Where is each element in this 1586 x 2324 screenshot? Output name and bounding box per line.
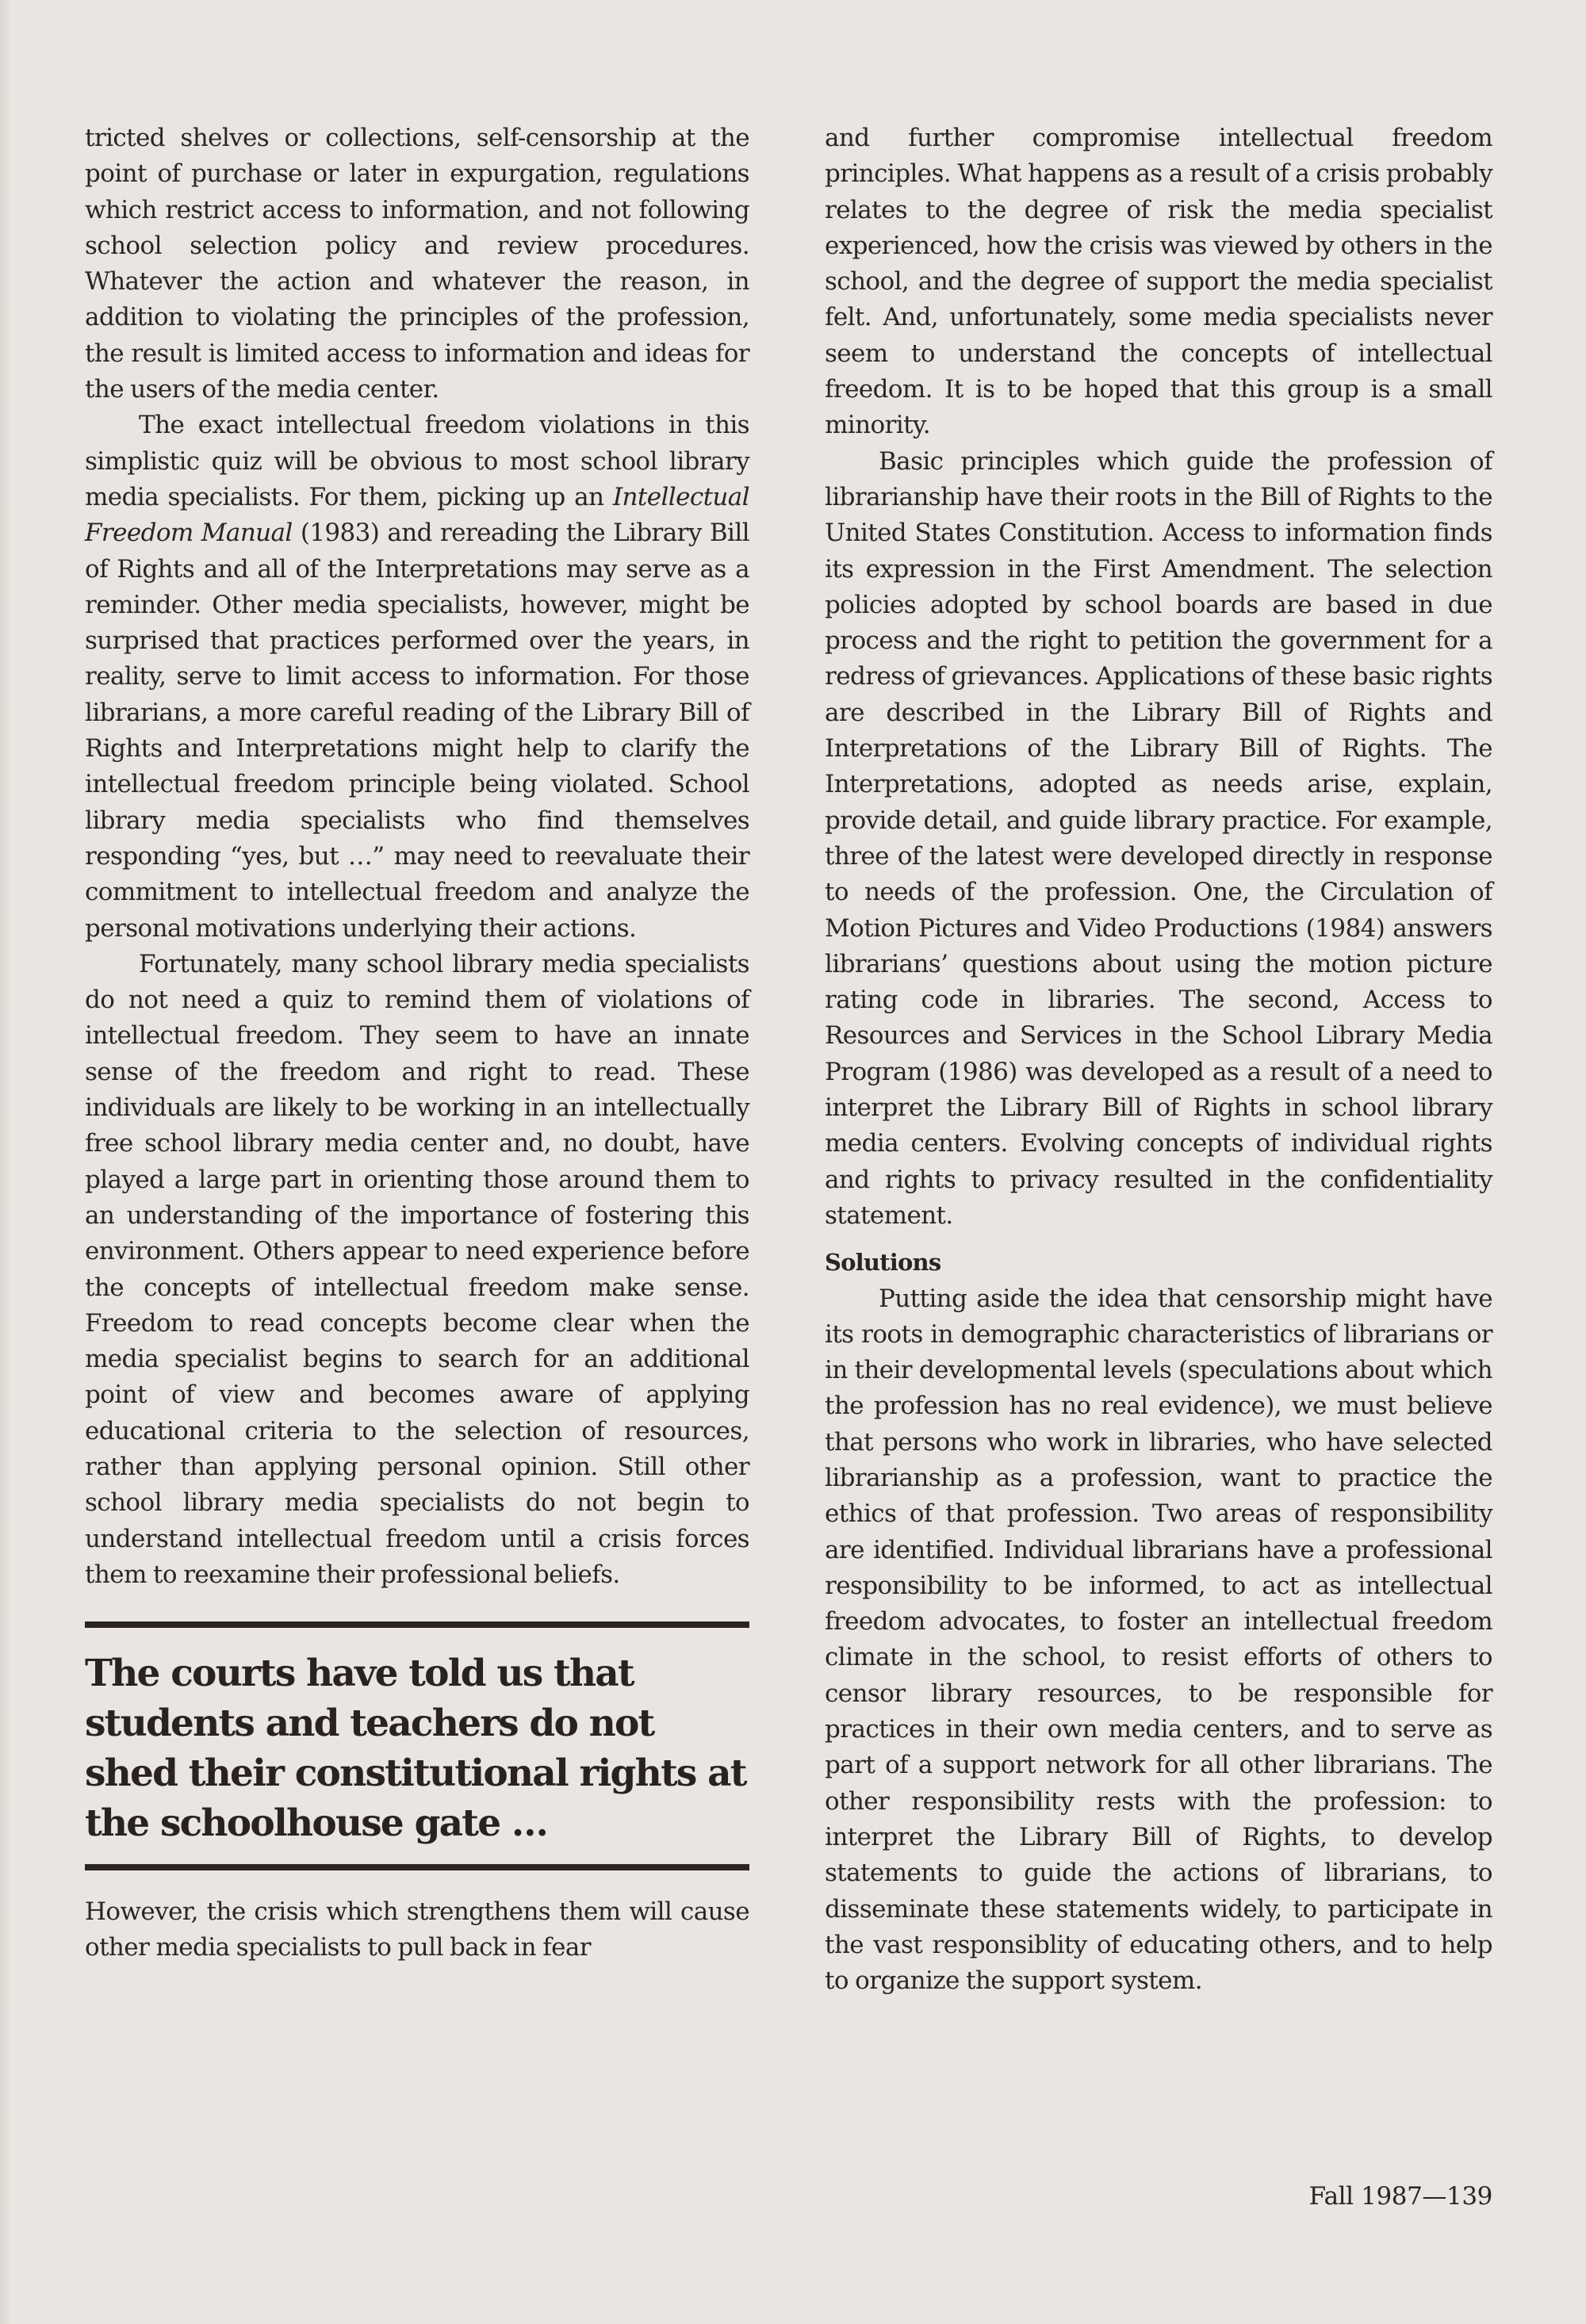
left-column: [85, 121, 749, 1966]
page-binding-edge: [0, 0, 11, 2324]
body-paragraph: Putting aside the idea that censorship might have its roots in demographic characteristics of librarians or in their developmental levels (speculations about which the profession has no real evidence), we must believe that persons who work in libraries, who have selected librarianship as a profession, want to practice the ethics of that profession. Two areas of responsibility are identified. Individual librarians have a professional responsibility to be informed, to act as intellectual freedom advocates, to foster an intellectual freedom climate in the school, to resist efforts of others to censor library resources, to be responsible for practices in their own media centers, and to serve as part of a support network for all other librarians. The other responsibility rests with the profession: to interpret the Library Bill of Rights, to develop statements to guide the actions of librarians, to disseminate these statements widely, to participate in the vast responsiblity of educating others, and to help to organize the support system.: [825, 1284, 1492, 1996]
body-paragraph: [85, 408, 749, 946]
body-paragraph: Basic principles which guide the profession of librarianship have their roots in the Bill of Rights to the United States Constitution. Access to information finds its expression in the First Amendment. The selection policies adopted by school boards are based in due process and the right to petition the government for a redress of grievances. Applications of these basic rights are described in the Library Bill of Rights and Interpretations of the Library Bill of Rights. The Interpretations, adopted as needs arise, explain, provide detail, and guide library practice. For example, three of the latest were developed directly in response to needs of the profession. One, the Circulation of Motion Pictures and Video Productions (1984) answers librarians’ questions about using the motion picture rating code in libraries. The second, Access to Resources and Services in the School Library Media Program (1986) was developed as a result of a need to interpret the Library Bill of Rights in school library media centers. Evolving concepts of individual rights and rights to privacy resulted in the confidentiality statement.: [825, 446, 1492, 1230]
body-paragraph: tricted shelves or collections, self-censorship at the point of purchase or later in expurgation, regulations which restrict access to information, and not following school selection policy and review procedures. Whatever the action and whatever the reason, in addition to violating the principles of the profession, the result is limited access to information and ideas for the users of the media center.: [85, 124, 749, 404]
body-paragraph: However, the crisis which strengthens them will cause other media specialists to pull back in fear: [85, 1897, 749, 1962]
page-folio: Fall 1987—139: [1308, 2182, 1492, 2211]
section-heading: Solutions: [825, 1249, 941, 1277]
right-column: [825, 121, 1492, 1999]
book-title: Intellectual Freedom Manual: [85, 482, 749, 548]
paragraph-text: (1983) and rereading the Library Bill of Rights and all of the Interpretations may serve as a reminder. Other media specialists, however, might be surprised that practices performed over the years, in reality, serve to limit access to information. For those librarians, a more careful reading of the Library Bill of Rights and Interpretations might help to clarify the intellectual freedom principle being violated. School library media specialists who find themselves responding “yes, but …” may need to reevaluate their commitment to intellectual freedom and analyze the personal motivations underlying their actions.: [85, 519, 749, 943]
pull-quote: [85, 1621, 749, 1870]
body-paragraph: and further compromise intellectual freedom principles. What happens as a result of a crisis probably relates to the degree of risk the media specialist experienced, how the crisis was viewed by others in the school, and the degree of support the media specialist felt. And, unfortunately, some media specialists never seem to understand the concepts of intellectual freedom. It is to be hoped that this group is a small minority.: [825, 124, 1492, 440]
paragraph-text: The exact intellectual freedom violations in this simplistic quiz will be obvious to most school library media specialists. For them, picking up an: [85, 411, 749, 511]
pull-quote-text: The courts have told us that students and teachers do not shed their constitutional rights at the schoolhouse gate …: [85, 1652, 746, 1846]
body-paragraph: Fortunately, many school library media specialists do not need a quiz to remind them of violations of intellectual freedom. They seem to have an innate sense of the freedom and right to read. These individuals are likely to be working in an intellectually free school library media center and, no doubt, have played a large part in orienting those around them to an understanding of the importance of fostering this environment. Others appear to need experience before the concepts of intellectual freedom make sense. Freedom to read concepts become clear when the media specialist begins to search for an additional point of view and becomes aware of applying educational criteria to the selection of resources, rather than applying personal opinion. Still other school library media specialists do not begin to understand intellectual freedom until a crisis forces them to reexamine their professional beliefs.: [85, 949, 749, 1589]
